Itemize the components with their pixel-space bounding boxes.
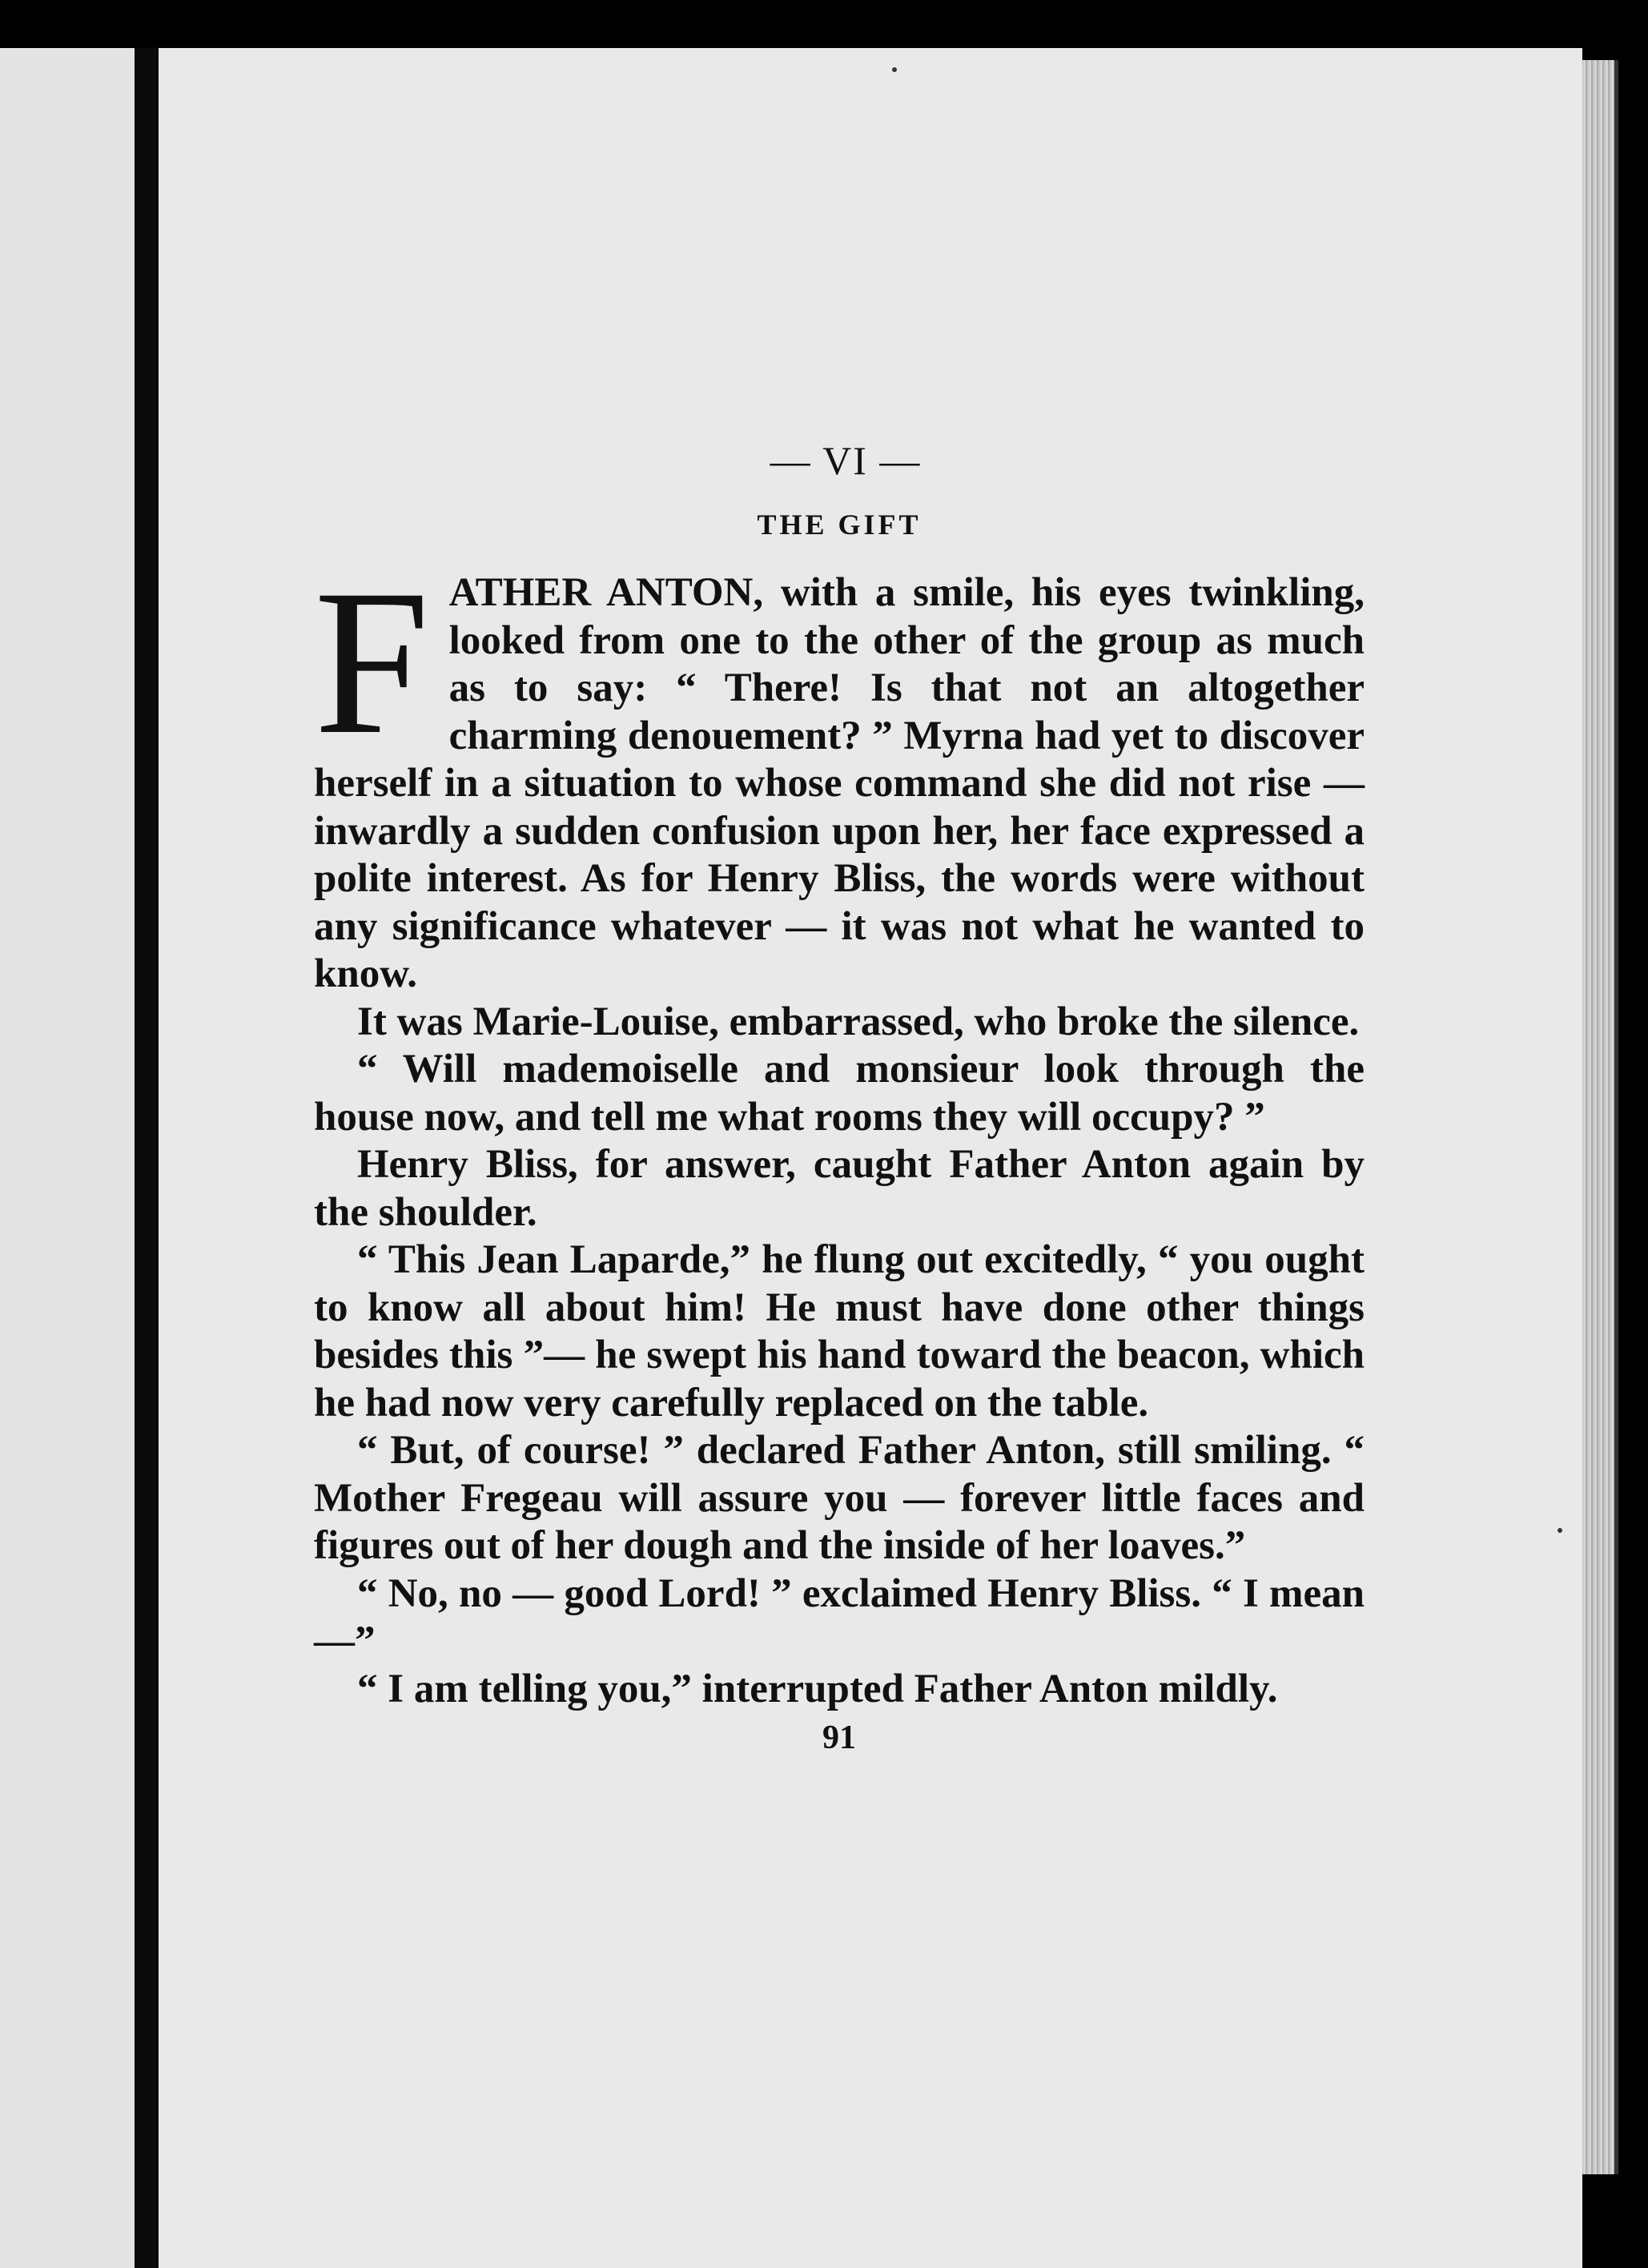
chapter-title: THE GIFT bbox=[757, 509, 922, 541]
speck-mark bbox=[1558, 1528, 1562, 1533]
drop-cap-letter: F bbox=[314, 547, 430, 778]
opening-paragraph bbox=[314, 547, 1365, 999]
paragraph: It was Marie-Louise, embarrassed, who broke the silence. bbox=[357, 999, 1360, 1044]
paragraph: “ No, no — good Lord! ” exclaimed Henry Bliss. “ I mean —” bbox=[314, 1570, 1365, 1663]
page-stack-edge bbox=[1582, 60, 1618, 2174]
page-text-block bbox=[314, 436, 1365, 1758]
paragraph: “ Will mademoiselle and monsieur look through the house now, and tell me what rooms they will occupy? ” bbox=[314, 1047, 1365, 1140]
book-gutter bbox=[135, 48, 159, 2268]
speck-mark bbox=[892, 67, 897, 72]
paragraph: “ This Jean Laparde,” he flung out excitedly, “ you ought to know all about him! He must have done other things besides this ”— he swept his hand toward the beacon, which he had now very carefully replaced on the table. bbox=[314, 1237, 1365, 1426]
opening-paragraph-text: ATHER ANTON, with a smile, his eyes twinkling, looked from one to the other of the group as much as to say: “ There! Is that not an altogether charming denouement? ” Myrna had yet to discover herself in a situation to whose command she did not rise — inwardly a sudden confusion upon her, her face expressed a polite interest. As for Henry Bliss, the words were without any significance whatever — it was not what he wanted to know. bbox=[314, 570, 1365, 996]
paragraph: “ I am telling you,” interrupted Father Anton mildly. bbox=[357, 1666, 1278, 1711]
facing-page-edge bbox=[0, 48, 135, 2268]
paragraph: “ But, of course! ” declared Father Anton, still smiling. “ Mother Fregeau will assure you — forever little faces and figures out of her dough and the inside of her loaves.” bbox=[314, 1428, 1365, 1568]
page-number: 91 bbox=[822, 1719, 856, 1756]
chapter-number: — VI — bbox=[770, 438, 922, 483]
paragraph: Henry Bliss, for answer, caught Father Anton again by the shoulder. bbox=[314, 1142, 1365, 1235]
